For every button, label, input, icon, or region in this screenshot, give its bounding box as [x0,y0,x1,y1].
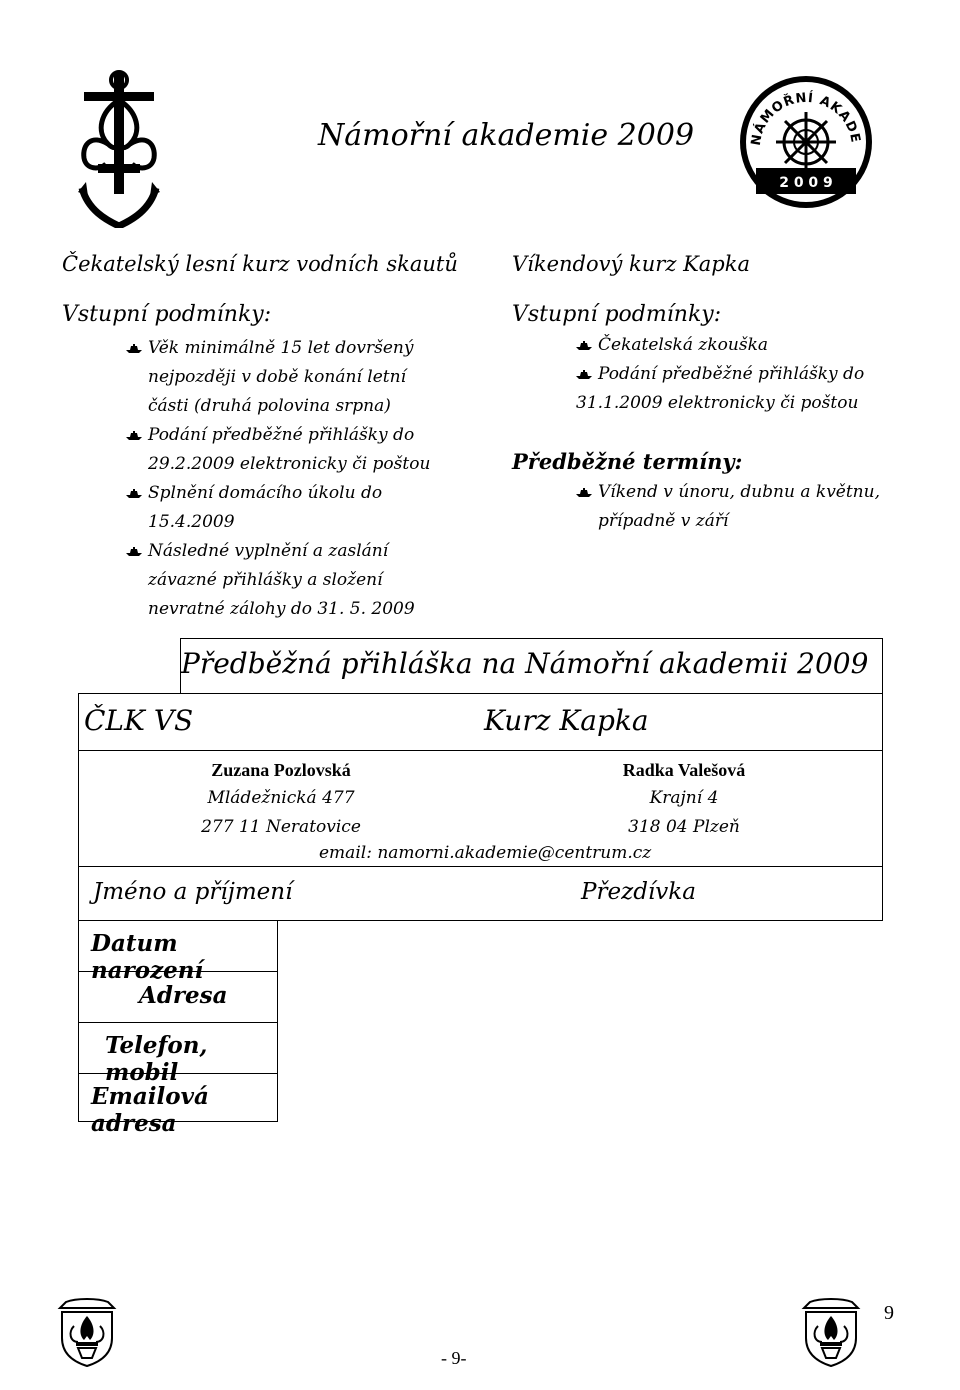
left-course-heading: Čekatelský lesní kurz vodních skautů [62,252,458,276]
ship-bullet-icon [576,331,598,360]
right-course-label: Kurz Kapka [484,704,649,737]
list-item: Podání předběžné přihlášky do 29.2.2009 elektronicky či poštou [126,421,456,479]
birth-row [78,920,278,984]
contacts-row [78,750,883,870]
footer-emblem-right-icon [800,1298,862,1368]
left-contact-city: 277 11 Neratovice [201,817,361,837]
name-label: Jméno a příjmení [93,879,293,905]
birth-label: Datum narození [91,930,204,984]
right-contact-street: Krajní 4 [649,788,719,808]
left-conditions-label: Vstupní podmínky: [62,302,272,327]
right-contact [599,757,769,841]
address-row [78,971,278,1023]
right-course-heading: Víkendový kurz Kapka [512,252,750,276]
anchor-fleur-de-lis-logo [78,70,160,228]
naval-academy-seal-logo [738,74,874,210]
footer-emblem-left-icon [56,1298,118,1368]
ship-bullet-icon [126,334,148,363]
contact-email: email: namorni.akademie@centrum.cz [319,843,652,863]
right-contact-city: 318 04 Plzeň [628,817,740,837]
right-conditions-list [576,331,916,389]
page-number-center: - 9- [441,1348,467,1368]
ship-bullet-icon [126,537,148,566]
list-item: Věk minimálně 15 let dovršený nejpozději v době konání letní části (druhá polovina srpna) [126,334,456,421]
right-contact-name: Radka Valešová [622,760,746,780]
nickname-label: Přezdívka [581,879,696,905]
ship-bullet-icon [126,421,148,450]
list-item: Podání předběžné přihlášky do [576,360,916,389]
course-row [78,693,883,751]
right-deadline-line: 31.1.2009 elektronicky či poštou [576,393,859,413]
seal-arc-text: NÁMOŘNÍ AKADE [748,90,863,147]
left-contact [189,757,373,841]
list-item: Čekatelská zkouška [576,331,916,360]
right-terms-label: Předběžné termíny: [512,449,743,474]
list-item: Následné vyplnění a zaslání závazné přihlášky a složení nevratné zálohy do 31. 5. 2009 [126,537,456,624]
page-title: Námořní akademie 2009 [318,118,695,153]
ship-bullet-icon [576,360,598,389]
name-row [78,866,883,921]
page-number-corner: 9 [884,1302,894,1324]
left-contact-name: Zuzana Pozlovská [211,760,351,780]
form-title: Předběžná přihláška na Námořní akademii 2009 [181,647,869,680]
address-label: Adresa [139,982,228,1009]
right-terms-list [576,478,916,536]
seal-year: 2 0 0 9 [779,175,833,191]
list-item: Víkend v únoru, dubnu a květnu, případně v září [576,478,916,536]
list-item: Splnění domácího úkolu do 15.4.2009 [126,479,456,537]
left-conditions-list [126,334,456,624]
left-contact-street: Mládežnická 477 [207,788,355,808]
right-conditions-label: Vstupní podmínky: [512,302,722,327]
email-row [78,1073,278,1137]
form-title-cell [180,638,883,694]
left-course-label: ČLK VS [84,704,194,737]
ship-bullet-icon [126,479,148,508]
email-label: Emailová adresa [91,1083,209,1137]
ship-bullet-icon [576,478,598,507]
phone-row [78,1022,278,1086]
phone-label: Telefon, mobil [105,1032,208,1086]
